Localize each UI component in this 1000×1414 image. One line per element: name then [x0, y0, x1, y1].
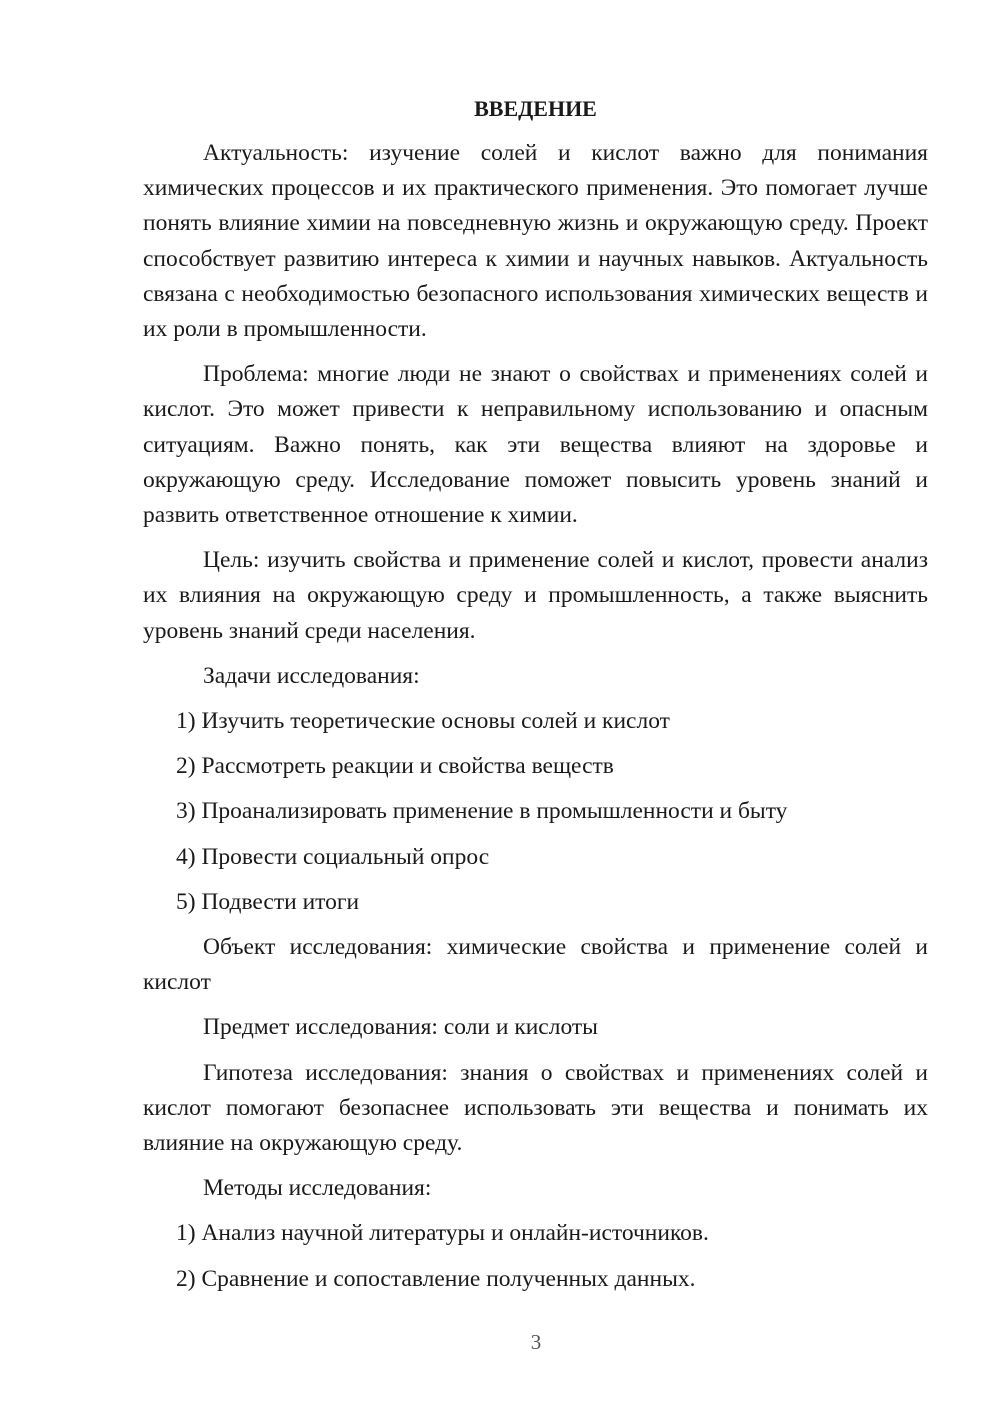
page-content: [143, 90, 928, 1297]
tasks-list: [143, 704, 928, 920]
page-number: 3: [530, 1330, 542, 1354]
page-title: ВВЕДЕНИЕ: [474, 96, 597, 121]
list-item: 2) Рассмотреть реакции и свойства веществ: [176, 753, 614, 780]
list-item: 1) Анализ научной литературы и онлайн-источников.: [176, 1220, 709, 1247]
object-paragraph: Объект исследования: химические свойства и применение солей и кислот: [143, 934, 928, 996]
list-item: 1) Изучить теоретические основы солей и кислот: [176, 708, 670, 735]
tasks-heading: Задачи исследования:: [203, 662, 420, 689]
methods-heading: Методы исследования:: [203, 1175, 432, 1202]
relevance-paragraph: Актуальность: изучение солей и кислот важно для понимания химических процессов и их практического применения. Это помогает лучше понять влияние химии на повседневную жизнь и окружающую среду. Проект способствует развитию интереса к химии и научных навыков. Актуальность связана с необходимостью безопасного использования химических веществ и их роли в промышленности.: [143, 140, 928, 343]
list-item: 3) Проанализировать применение в промышленности и быту: [176, 798, 788, 825]
methods-list: [143, 1216, 928, 1296]
list-item: 2) Сравнение и сопоставление полученных данных.: [176, 1265, 696, 1292]
list-item: 4) Провести социальный опрос: [176, 843, 490, 870]
goal-paragraph: Цель: изучить свойства и применение солей и кислот, провести анализ их влияния на окружающую среду и промышленность, а также выяснить уровень знаний среди населения.: [143, 547, 928, 644]
subject-paragraph: Предмет исследования: соли и кислоты: [203, 1014, 598, 1041]
list-item: 5) Подвести итоги: [176, 888, 360, 915]
hypothesis-paragraph: Гипотеза исследования: знания о свойствах и применениях солей и кислот помогают безопаснее использовать эти вещества и понимать их влияние на окружающую среду.: [143, 1059, 928, 1157]
problem-paragraph: Проблема: многие люди не знают о свойствах и применениях солей и кислот. Это может привести к неправильному использованию и опасным ситуациям. Важно понять, как эти вещества влияют на здоровье и окружающую среду. Исследование поможет повысить уровень знаний и развить ответственное отношение к химии.: [143, 361, 928, 529]
